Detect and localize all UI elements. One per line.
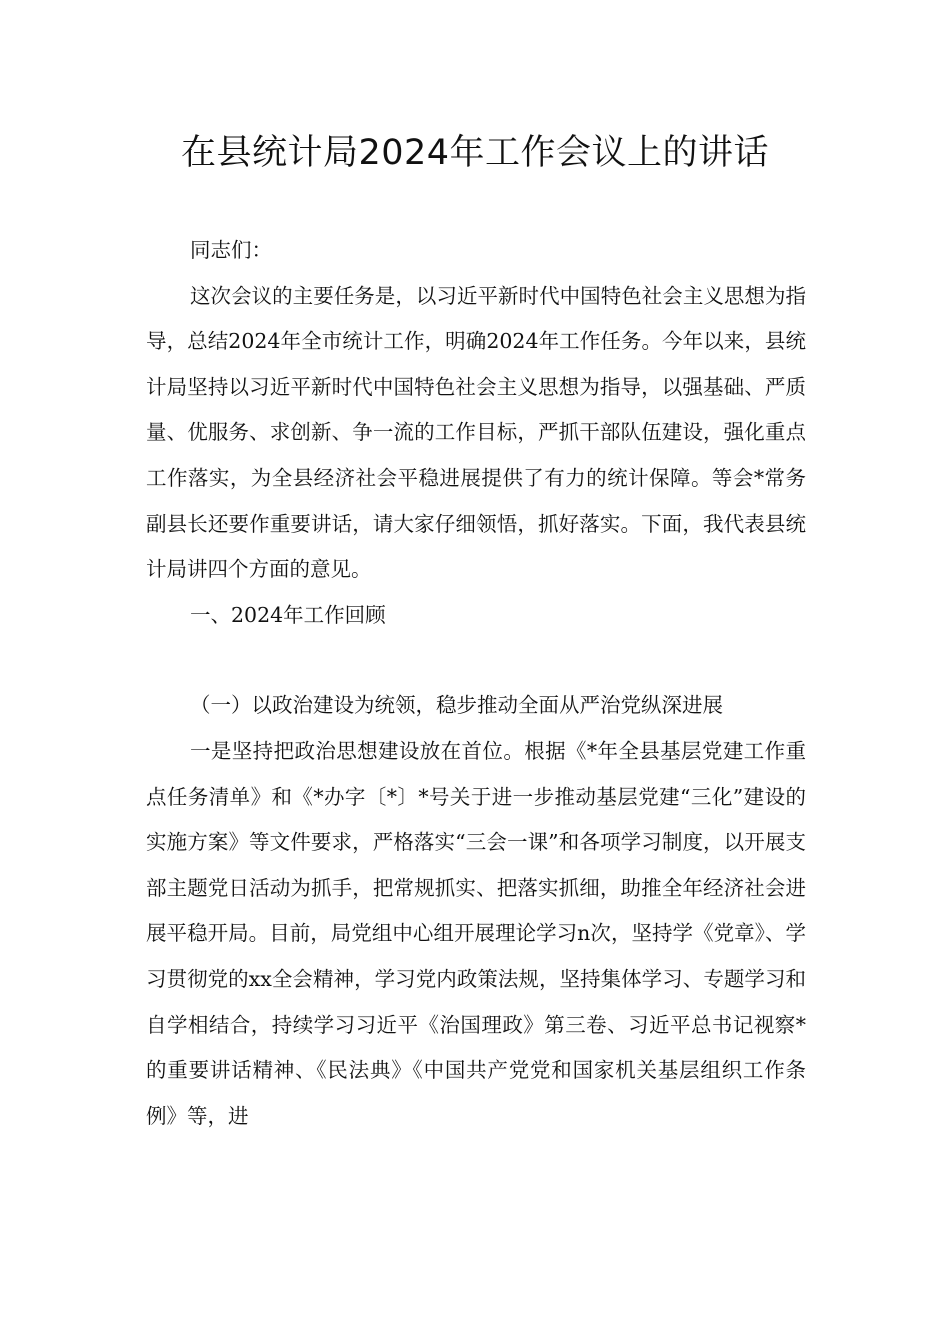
- section-heading-1: 一、2024年工作回顾: [190, 602, 386, 627]
- document-title: 在县统计局2024年工作会议上的讲话: [180, 133, 770, 173]
- document-body: [146, 228, 806, 1139]
- paragraph-political-building: 一是坚持把政治思想建设放在首位。根据《*年全县基层党建工作重点任务清单》和《*办字〔*〕*号关于进一步推动基层党建“三化”建设的实施方案》等文件要求，严格落实“三会一课”和各项学习制度，以开展支部主题党日活动为抓手，把常规抓实、把落实抓细，助推全年经济社会进展平稳开局。目前，局党组中心组开展理论学习n次，坚持学《党章》、学习贯彻党的xx全会精神，学习党内政策法规，坚持集体学习、专题学习和自学相结合，持续学习习近平《治国理政》第三卷、习近平总书记视察*的重要讲话精神、《民法典》《中国共产党党和国家机关基层组织工作条例》等，进: [146, 738, 806, 1128]
- subsection-heading-1: （一）以政治建设为统领，稳步推动全面从严治党纵深进展: [190, 693, 723, 718]
- paragraph-intro: 这次会议的主要任务是，以习近平新时代中国特色社会主义思想为指导，总结2024年全市统计工作，明确2024年工作任务。今年以来，县统计局坚持以习近平新时代中国特色社会主义思想为指导，以强基础、严质量、优服务、求创新、争一流的工作目标，严抓干部队伍建设，强化重点工作落实，为全县经济社会平稳进展提供了有力的统计保障。等会*常务副县长还要作重要讲话，请大家仔细领悟，抓好落实。下面，我代表县统计局讲四个方面的意见。: [146, 283, 806, 582]
- salutation: 同志们：: [190, 238, 272, 262]
